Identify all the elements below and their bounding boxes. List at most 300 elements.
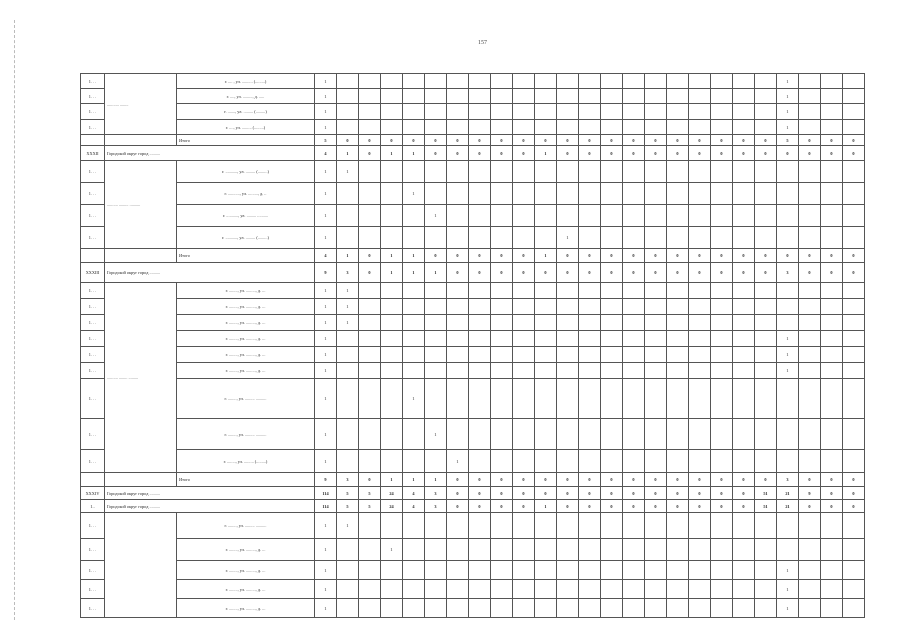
value-cell — [513, 104, 535, 120]
value-cell — [623, 513, 645, 539]
value-cell: 0 — [623, 146, 645, 161]
value-cell — [733, 89, 755, 104]
value-cell — [623, 227, 645, 249]
table-row — [81, 599, 865, 618]
value-cell — [557, 120, 579, 135]
value-cell: 1 — [315, 89, 337, 104]
value-cell — [711, 283, 733, 299]
value-cell: 0 — [601, 146, 623, 161]
value-cell — [799, 205, 821, 227]
value-cell — [579, 283, 601, 299]
value-cell — [579, 161, 601, 183]
value-cell — [843, 363, 865, 379]
value-cell — [337, 104, 359, 120]
value-cell — [535, 419, 557, 450]
value-cell — [667, 120, 689, 135]
value-cell — [645, 283, 667, 299]
table-row — [81, 205, 865, 227]
value-cell — [447, 283, 469, 299]
address-description: г. ...., ул. ........., д. ..... — [177, 89, 315, 104]
value-cell: 0 — [579, 473, 601, 487]
table-row — [81, 89, 865, 104]
value-cell: 1 — [315, 283, 337, 299]
value-cell: 4 — [315, 146, 337, 161]
value-cell: 1 — [315, 120, 337, 135]
value-cell — [491, 379, 513, 419]
value-cell — [755, 120, 777, 135]
value-cell — [711, 183, 733, 205]
value-cell — [513, 161, 535, 183]
value-cell: 0 — [491, 487, 513, 500]
value-cell — [645, 347, 667, 363]
section-name: Городской округ город .......... — [105, 263, 315, 283]
row-number: 1. . . — [81, 513, 105, 539]
value-cell: 1 — [315, 363, 337, 379]
value-cell: 1 — [777, 599, 799, 618]
value-cell: 0 — [579, 146, 601, 161]
value-cell: 0 — [843, 249, 865, 263]
value-cell: 0 — [645, 263, 667, 283]
table-row — [81, 347, 865, 363]
district-name: ........... ........ — [105, 74, 177, 135]
value-cell — [579, 599, 601, 618]
value-cell: 0 — [667, 249, 689, 263]
value-cell — [447, 331, 469, 347]
value-cell: 0 — [447, 146, 469, 161]
value-cell — [491, 205, 513, 227]
value-cell: 0 — [513, 249, 535, 263]
table-row — [81, 146, 865, 161]
value-cell: 0 — [711, 500, 733, 513]
table-row — [81, 379, 865, 419]
value-cell: 0 — [733, 263, 755, 283]
value-cell — [381, 183, 403, 205]
value-cell — [601, 299, 623, 315]
value-cell: 1 — [337, 249, 359, 263]
value-cell — [623, 379, 645, 419]
value-cell — [799, 513, 821, 539]
value-cell — [403, 205, 425, 227]
value-cell — [821, 379, 843, 419]
value-cell — [711, 120, 733, 135]
row-number — [81, 473, 105, 487]
value-cell — [557, 580, 579, 599]
value-cell: 1 — [777, 89, 799, 104]
value-cell: 0 — [447, 487, 469, 500]
value-cell — [425, 450, 447, 473]
value-cell — [821, 120, 843, 135]
value-cell — [513, 89, 535, 104]
address-description: г. ........, ул. ........., д. ... — [177, 363, 315, 379]
address-description: г. ........, ул. ........., д. ... — [177, 299, 315, 315]
value-cell — [425, 89, 447, 104]
value-cell: 0 — [711, 249, 733, 263]
value-cell: 51 — [755, 500, 777, 513]
value-cell: 0 — [601, 473, 623, 487]
value-cell: 0 — [337, 135, 359, 146]
value-cell: 0 — [513, 146, 535, 161]
row-number: 1. . . — [81, 183, 105, 205]
value-cell: 0 — [667, 487, 689, 500]
value-cell — [645, 120, 667, 135]
value-cell — [491, 104, 513, 120]
value-cell — [733, 205, 755, 227]
value-cell — [755, 379, 777, 419]
value-cell: 0 — [667, 146, 689, 161]
value-cell — [667, 104, 689, 120]
value-cell: 0 — [755, 249, 777, 263]
value-cell: 1 — [337, 315, 359, 331]
value-cell — [711, 89, 733, 104]
value-cell: 0 — [359, 473, 381, 487]
value-cell — [447, 74, 469, 89]
value-cell: 0 — [557, 263, 579, 283]
value-cell: 1 — [777, 347, 799, 363]
value-cell — [601, 561, 623, 580]
value-cell — [557, 599, 579, 618]
table-row — [81, 299, 865, 315]
value-cell — [645, 580, 667, 599]
value-cell — [513, 205, 535, 227]
value-cell — [777, 513, 799, 539]
value-cell — [359, 379, 381, 419]
data-table — [80, 73, 865, 618]
address-description: г. ..........., ул. ......... (.........) — [177, 161, 315, 183]
value-cell — [667, 539, 689, 561]
row-number: 1. . . — [81, 580, 105, 599]
row-number: 1. . . — [81, 363, 105, 379]
value-cell — [645, 599, 667, 618]
value-cell — [513, 419, 535, 450]
value-cell — [491, 331, 513, 347]
value-cell — [557, 161, 579, 183]
value-cell: 0 — [425, 249, 447, 263]
value-cell — [491, 161, 513, 183]
value-cell — [447, 299, 469, 315]
value-cell — [403, 561, 425, 580]
value-cell — [623, 161, 645, 183]
value-cell: 0 — [535, 135, 557, 146]
value-cell — [359, 331, 381, 347]
value-cell — [359, 315, 381, 331]
value-cell — [799, 450, 821, 473]
value-cell: 1 — [337, 299, 359, 315]
row-number: 1. . . — [81, 120, 105, 135]
value-cell: 1 — [425, 205, 447, 227]
value-cell: 0 — [843, 146, 865, 161]
value-cell — [667, 161, 689, 183]
value-cell — [601, 89, 623, 104]
value-cell: 0 — [579, 487, 601, 500]
value-cell — [601, 120, 623, 135]
value-cell: 0 — [689, 473, 711, 487]
value-cell — [843, 379, 865, 419]
value-cell: 0 — [579, 249, 601, 263]
value-cell: 5 — [315, 135, 337, 146]
value-cell — [843, 227, 865, 249]
value-cell — [403, 419, 425, 450]
value-cell — [799, 104, 821, 120]
value-cell — [711, 599, 733, 618]
value-cell — [491, 450, 513, 473]
value-cell — [557, 315, 579, 331]
value-cell — [689, 419, 711, 450]
value-cell — [623, 561, 645, 580]
value-cell — [755, 513, 777, 539]
value-cell — [843, 89, 865, 104]
value-cell — [381, 599, 403, 618]
value-cell — [579, 347, 601, 363]
value-cell: 0 — [623, 263, 645, 283]
value-cell — [689, 513, 711, 539]
value-cell — [403, 513, 425, 539]
value-cell — [579, 315, 601, 331]
value-cell — [711, 315, 733, 331]
value-cell — [381, 89, 403, 104]
value-cell — [513, 299, 535, 315]
value-cell — [733, 120, 755, 135]
value-cell — [755, 450, 777, 473]
value-cell: 3 — [337, 473, 359, 487]
value-cell: 0 — [733, 146, 755, 161]
value-cell — [469, 539, 491, 561]
value-cell — [601, 599, 623, 618]
value-cell — [843, 283, 865, 299]
value-cell: 0 — [623, 500, 645, 513]
table-row — [81, 263, 865, 283]
value-cell — [403, 283, 425, 299]
value-cell — [645, 513, 667, 539]
value-cell — [447, 539, 469, 561]
value-cell: 1 — [403, 146, 425, 161]
total-label: Итого — [177, 249, 315, 263]
section-name: Городской округ город .......... — [105, 500, 315, 513]
value-cell — [447, 561, 469, 580]
value-cell — [799, 283, 821, 299]
value-cell — [711, 331, 733, 347]
value-cell — [469, 89, 491, 104]
table-row — [81, 315, 865, 331]
value-cell — [623, 183, 645, 205]
value-cell: 1 — [425, 263, 447, 283]
value-cell — [513, 331, 535, 347]
section-number: 1.. — [81, 500, 105, 513]
value-cell — [381, 419, 403, 450]
value-cell — [447, 315, 469, 331]
value-cell — [755, 599, 777, 618]
value-cell — [579, 74, 601, 89]
value-cell — [689, 104, 711, 120]
value-cell: 21 — [777, 500, 799, 513]
value-cell — [425, 331, 447, 347]
value-cell — [469, 205, 491, 227]
value-cell — [557, 183, 579, 205]
value-cell — [821, 513, 843, 539]
value-cell — [359, 74, 381, 89]
value-cell: 0 — [535, 487, 557, 500]
value-cell — [513, 315, 535, 331]
value-cell — [579, 513, 601, 539]
value-cell — [623, 205, 645, 227]
value-cell: 1 — [381, 146, 403, 161]
value-cell — [667, 74, 689, 89]
row-number: 1. . . — [81, 74, 105, 89]
value-cell — [425, 299, 447, 315]
value-cell: 0 — [513, 135, 535, 146]
section-name: Городской округ город .......... — [105, 146, 315, 161]
value-cell — [667, 299, 689, 315]
value-cell — [381, 315, 403, 331]
row-number — [81, 249, 105, 263]
value-cell — [557, 363, 579, 379]
value-cell — [689, 450, 711, 473]
value-cell: 0 — [755, 146, 777, 161]
value-cell — [755, 347, 777, 363]
value-cell: 5 — [359, 487, 381, 500]
value-cell — [425, 315, 447, 331]
value-cell: 1 — [315, 104, 337, 120]
value-cell: 0 — [733, 135, 755, 146]
value-cell — [535, 363, 557, 379]
value-cell: 0 — [645, 500, 667, 513]
value-cell — [403, 539, 425, 561]
value-cell — [513, 379, 535, 419]
value-cell — [667, 363, 689, 379]
value-cell — [777, 450, 799, 473]
page-number: 157 — [478, 40, 487, 46]
value-cell — [733, 580, 755, 599]
value-cell: 3 — [425, 487, 447, 500]
value-cell: 1 — [315, 74, 337, 89]
value-cell — [337, 450, 359, 473]
value-cell: 1 — [315, 599, 337, 618]
value-cell: 0 — [777, 146, 799, 161]
value-cell: 5 — [777, 135, 799, 146]
value-cell — [469, 161, 491, 183]
value-cell — [535, 183, 557, 205]
total-label: Итого — [177, 135, 315, 146]
value-cell — [711, 227, 733, 249]
value-cell — [337, 331, 359, 347]
value-cell — [579, 363, 601, 379]
value-cell: 0 — [733, 249, 755, 263]
row-number: 1. . . — [81, 561, 105, 580]
value-cell — [623, 599, 645, 618]
value-cell: 0 — [821, 135, 843, 146]
value-cell — [447, 161, 469, 183]
value-cell: 0 — [711, 263, 733, 283]
value-cell — [755, 74, 777, 89]
value-cell — [557, 104, 579, 120]
value-cell — [359, 205, 381, 227]
value-cell: 0 — [821, 473, 843, 487]
value-cell: 0 — [821, 249, 843, 263]
value-cell — [711, 539, 733, 561]
value-cell — [711, 299, 733, 315]
value-cell — [623, 104, 645, 120]
value-cell — [381, 299, 403, 315]
value-cell — [535, 379, 557, 419]
value-cell: 0 — [513, 473, 535, 487]
value-cell: 5 — [359, 500, 381, 513]
value-cell: 1 — [777, 74, 799, 89]
value-cell: 1 — [315, 347, 337, 363]
address-description: г. ........, ул. ........., д. ... — [177, 283, 315, 299]
value-cell — [667, 315, 689, 331]
value-cell: 0 — [513, 263, 535, 283]
value-cell — [359, 299, 381, 315]
value-cell — [645, 299, 667, 315]
value-cell: 0 — [491, 249, 513, 263]
value-cell — [447, 419, 469, 450]
value-cell: 0 — [733, 500, 755, 513]
value-cell — [645, 539, 667, 561]
value-cell — [579, 450, 601, 473]
value-cell — [579, 104, 601, 120]
value-cell — [535, 89, 557, 104]
value-cell — [535, 513, 557, 539]
value-cell — [689, 89, 711, 104]
value-cell — [843, 599, 865, 618]
value-cell — [425, 120, 447, 135]
value-cell — [425, 379, 447, 419]
address-description: г. ........, ул. ........., д. ... — [177, 315, 315, 331]
value-cell — [799, 363, 821, 379]
value-cell — [359, 580, 381, 599]
value-cell — [491, 227, 513, 249]
value-cell — [821, 299, 843, 315]
address-description: г. ........, ул. ........., д. ... — [177, 580, 315, 599]
value-cell — [777, 315, 799, 331]
value-cell: 0 — [689, 249, 711, 263]
value-cell — [601, 379, 623, 419]
value-cell — [755, 419, 777, 450]
value-cell — [447, 104, 469, 120]
value-cell — [403, 227, 425, 249]
value-cell: 5 — [337, 500, 359, 513]
row-number: 1. . . — [81, 539, 105, 561]
value-cell — [381, 205, 403, 227]
value-cell: 1 — [777, 580, 799, 599]
value-cell — [821, 74, 843, 89]
value-cell: 0 — [557, 473, 579, 487]
value-cell — [601, 419, 623, 450]
value-cell: 9 — [799, 487, 821, 500]
value-cell — [359, 599, 381, 618]
value-cell: 0 — [689, 263, 711, 283]
value-cell — [799, 183, 821, 205]
value-cell: 0 — [491, 135, 513, 146]
table-row — [81, 283, 865, 299]
value-cell: 1 — [403, 249, 425, 263]
value-cell — [535, 205, 557, 227]
value-cell — [623, 120, 645, 135]
value-cell: 1 — [425, 473, 447, 487]
value-cell: 0 — [843, 500, 865, 513]
value-cell — [689, 74, 711, 89]
value-cell — [667, 561, 689, 580]
value-cell — [491, 419, 513, 450]
value-cell: 0 — [469, 263, 491, 283]
value-cell: 3 — [425, 500, 447, 513]
value-cell — [689, 227, 711, 249]
value-cell — [535, 299, 557, 315]
table-row — [81, 473, 865, 487]
value-cell: 0 — [711, 146, 733, 161]
table-row — [81, 120, 865, 135]
value-cell — [755, 104, 777, 120]
value-cell — [513, 74, 535, 89]
